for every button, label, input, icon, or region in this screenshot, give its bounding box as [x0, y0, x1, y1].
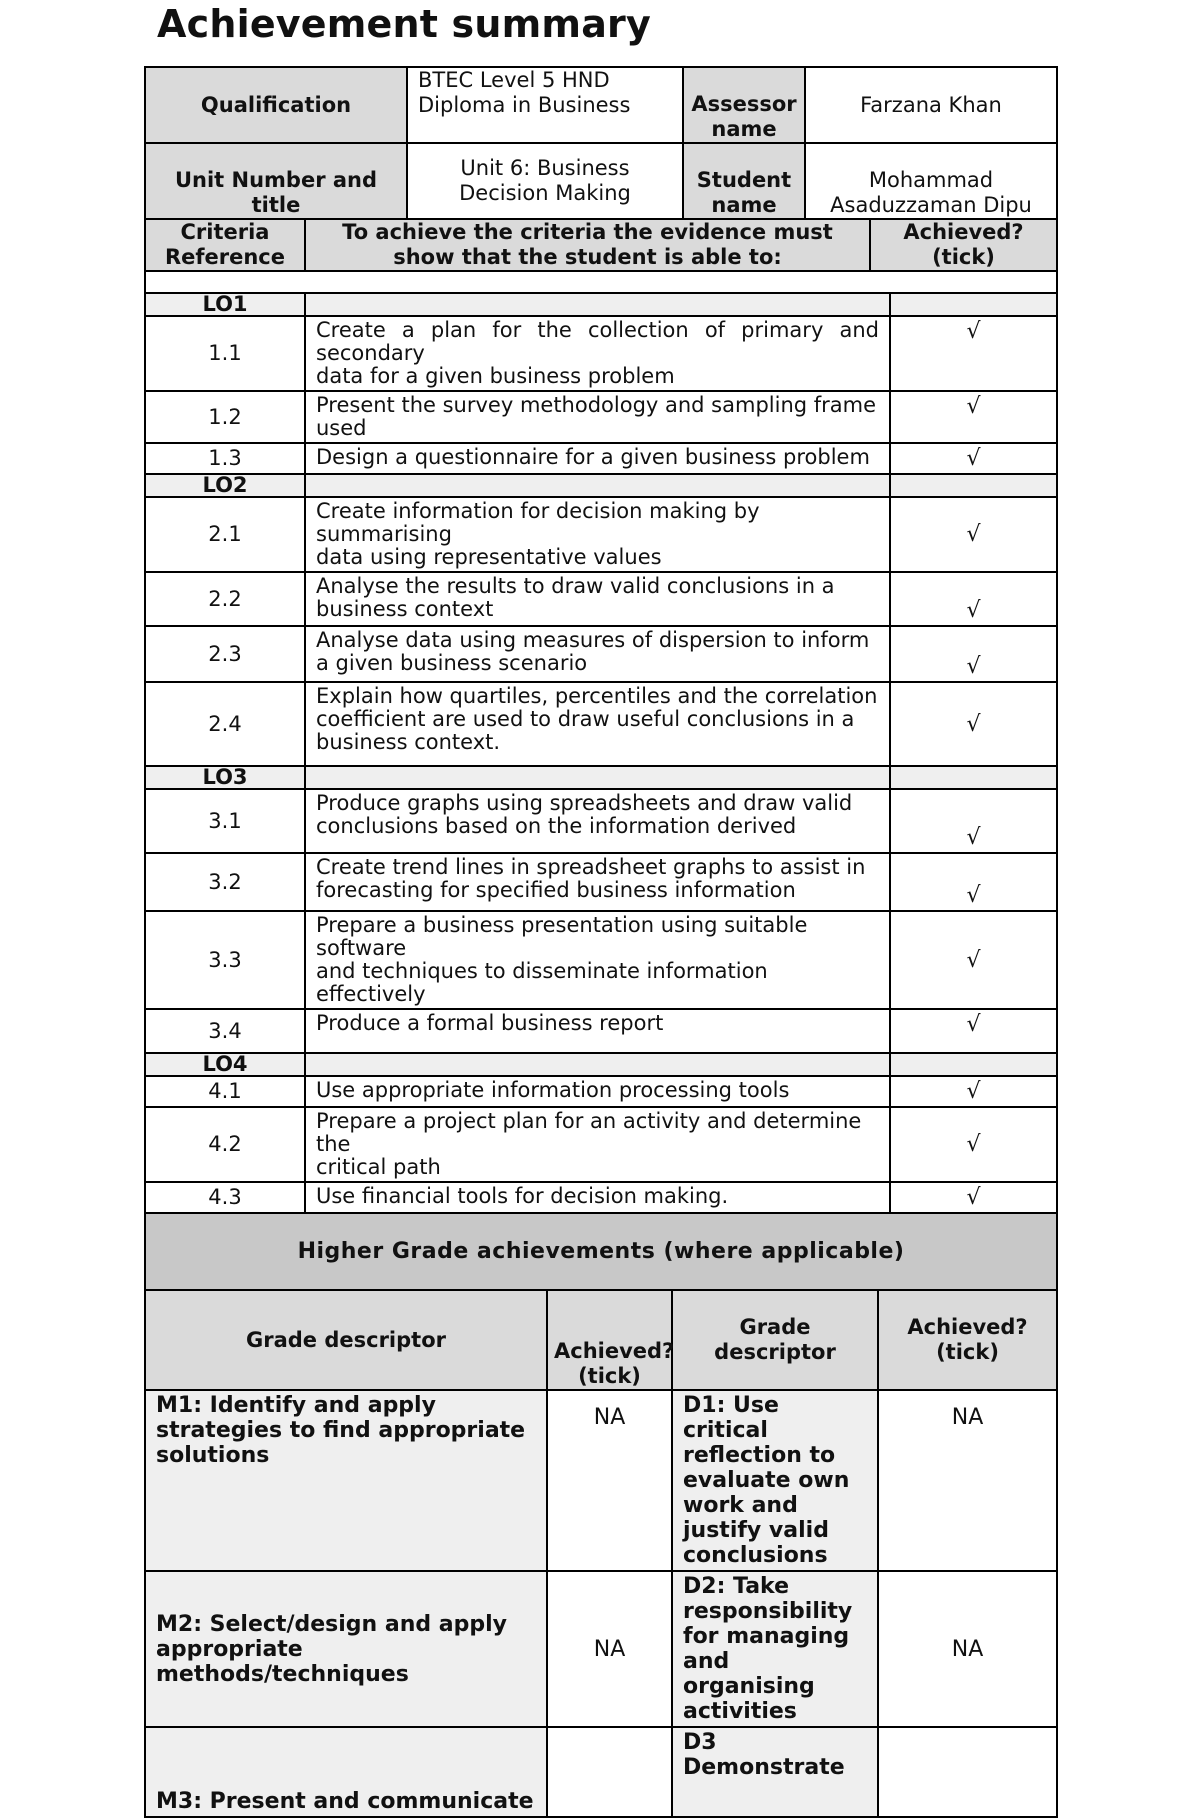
- criteria-reference: 2.2: [145, 572, 305, 626]
- criteria-reference: 3.1: [145, 789, 305, 853]
- criteria-reference: 1.2: [145, 391, 305, 443]
- header-table: [144, 66, 1058, 220]
- criteria-row: [145, 1182, 1057, 1213]
- criteria-row: [145, 682, 1057, 766]
- higher-grade-table: [144, 1212, 1058, 1818]
- distinction-achieved: [878, 1727, 1057, 1817]
- learning-outcome-blank: [890, 1053, 1057, 1076]
- student-value: Mohammad Asaduzzaman Dipu: [805, 143, 1057, 219]
- learning-outcome-label: LO3: [145, 766, 305, 789]
- criteria-row: [145, 1009, 1057, 1053]
- criteria-description: Create a plan for the collection of primary and secondary data for a given business problem: [305, 316, 890, 391]
- achieved-tick: √: [890, 1076, 1057, 1107]
- student-label: Student name: [683, 143, 805, 219]
- higher-grade-title: Higher Grade achievements (where applicable): [145, 1213, 1057, 1290]
- learning-outcome-row: [145, 474, 1057, 497]
- criteria-description: Analyse data using measures of dispersion to inform a given business scenario: [305, 626, 890, 682]
- learning-outcome-row: [145, 293, 1057, 316]
- learning-outcome-row: [145, 1053, 1057, 1076]
- achievement-sheet: [144, 66, 1056, 1818]
- distinction-descriptor: D3 Demonstrate: [672, 1727, 878, 1817]
- criteria-description: Present the survey methodology and sampling frame used: [305, 391, 890, 443]
- achieved-tick: √: [890, 789, 1057, 853]
- merit-descriptor: M1: Identify and apply strategies to find appropriate solutions: [145, 1390, 547, 1571]
- learning-outcome-label: LO1: [145, 293, 305, 316]
- qualification-label: Qualification: [145, 67, 407, 143]
- criteria-reference: 4.2: [145, 1107, 305, 1182]
- criteria-row: [145, 316, 1057, 391]
- criteria-reference: 1.3: [145, 443, 305, 474]
- unit-label: Unit Number and title: [145, 143, 407, 219]
- criteria-row: [145, 497, 1057, 572]
- learning-outcome-label: LO4: [145, 1053, 305, 1076]
- achieved-tick: √: [890, 911, 1057, 1009]
- criteria-reference: 2.4: [145, 682, 305, 766]
- merit-achieved: NA: [547, 1390, 672, 1571]
- criteria-description: Create information for decision making by summarising data using representative values: [305, 497, 890, 572]
- criteria-reference: 1.1: [145, 316, 305, 391]
- learning-outcome-blank: [890, 474, 1057, 497]
- merit-achieved: NA: [547, 1571, 672, 1727]
- criteria-row: [145, 789, 1057, 853]
- learning-outcome-blank: [890, 766, 1057, 789]
- criteria-description: Analyse the results to draw valid conclusions in a business context: [305, 572, 890, 626]
- criteria-description: Use financial tools for decision making.: [305, 1182, 890, 1213]
- achieved-tick: √: [890, 1182, 1057, 1213]
- criteria-description: Explain how quartiles, percentiles and the correlation coefficient are used to draw useful conclusions in a business context.: [305, 682, 890, 766]
- criteria-row: [145, 626, 1057, 682]
- criteria-reference: 4.1: [145, 1076, 305, 1107]
- learning-outcome-blank: [305, 293, 890, 316]
- achieved-header: Achieved? (tick): [870, 219, 1057, 271]
- criteria-description: Create trend lines in spreadsheet graphs to assist in forecasting for specified business information: [305, 853, 890, 911]
- assessor-label: Assessor name: [683, 67, 805, 143]
- criteria-row: [145, 443, 1057, 474]
- higher-grade-row: [145, 1727, 1057, 1817]
- criteria-row: [145, 853, 1057, 911]
- criteria-description: Use appropriate information processing tools: [305, 1076, 890, 1107]
- grade-descriptor-header-right: Grade descriptor: [672, 1290, 878, 1390]
- learning-outcome-label: LO2: [145, 474, 305, 497]
- unit-value: Unit 6: Business Decision Making: [407, 143, 683, 219]
- distinction-descriptor: D1: Use critical reflection to evaluate own work and justify valid conclusions: [672, 1390, 878, 1571]
- criteria-description: Produce a formal business report: [305, 1009, 890, 1053]
- criteria-reference: 4.3: [145, 1182, 305, 1213]
- achieved-tick: √: [890, 682, 1057, 766]
- spacer-row: [145, 271, 1057, 293]
- learning-outcome-blank: [890, 293, 1057, 316]
- achieved-header-right: Achieved? (tick): [878, 1290, 1057, 1390]
- grade-descriptor-header-left: Grade descriptor: [145, 1290, 547, 1390]
- distinction-achieved: NA: [878, 1390, 1057, 1571]
- assessor-value: Farzana Khan: [805, 67, 1057, 143]
- evidence-header: To achieve the criteria the evidence must show that the student is able to:: [305, 219, 870, 271]
- distinction-achieved: NA: [878, 1571, 1057, 1727]
- criteria-table: [144, 270, 1058, 1214]
- criteria-row: [145, 572, 1057, 626]
- criteria-reference: 2.1: [145, 497, 305, 572]
- learning-outcome-blank: [305, 766, 890, 789]
- higher-grade-row: [145, 1571, 1057, 1727]
- learning-outcome-row: [145, 766, 1057, 789]
- criteria-reference: 2.3: [145, 626, 305, 682]
- achieved-tick: √: [890, 497, 1057, 572]
- criteria-row: [145, 391, 1057, 443]
- distinction-descriptor: D2: Take responsibility for managing and organising activities: [672, 1571, 878, 1727]
- criteria-description: Prepare a business presentation using suitable software and techniques to disseminate information effectively: [305, 911, 890, 1009]
- achieved-tick: √: [890, 391, 1057, 443]
- learning-outcome-blank: [305, 1053, 890, 1076]
- achieved-tick: √: [890, 626, 1057, 682]
- criteria-description: Design a questionnaire for a given business problem: [305, 443, 890, 474]
- criteria-row: [145, 1107, 1057, 1182]
- achieved-tick: √: [890, 1107, 1057, 1182]
- criteria-description: Prepare a project plan for an activity and determine the critical path: [305, 1107, 890, 1182]
- achieved-tick: √: [890, 316, 1057, 391]
- learning-outcome-blank: [305, 474, 890, 497]
- qualification-value: BTEC Level 5 HND Diploma in Business: [407, 67, 683, 143]
- spacer-cell: [145, 271, 1057, 293]
- criteria-header-table: [144, 218, 1058, 272]
- merit-achieved: [547, 1727, 672, 1817]
- achieved-tick: √: [890, 572, 1057, 626]
- criteria-row: [145, 1076, 1057, 1107]
- criteria-reference: 3.3: [145, 911, 305, 1009]
- criteria-reference: 3.4: [145, 1009, 305, 1053]
- achieved-tick: √: [890, 1009, 1057, 1053]
- merit-descriptor: M3: Present and communicate: [145, 1727, 547, 1817]
- criteria-description: Produce graphs using spreadsheets and draw valid conclusions based on the information derived: [305, 789, 890, 853]
- achieved-tick: √: [890, 853, 1057, 911]
- higher-grade-row: [145, 1390, 1057, 1571]
- achieved-header-left: Achieved? (tick): [547, 1290, 672, 1390]
- page-title: Achievement summary: [157, 2, 651, 46]
- criteria-reference-header: Criteria Reference: [145, 219, 305, 271]
- merit-descriptor: M2: Select/design and apply appropriate methods/techniques: [145, 1571, 547, 1727]
- criteria-reference: 3.2: [145, 853, 305, 911]
- criteria-row: [145, 911, 1057, 1009]
- achieved-tick: √: [890, 443, 1057, 474]
